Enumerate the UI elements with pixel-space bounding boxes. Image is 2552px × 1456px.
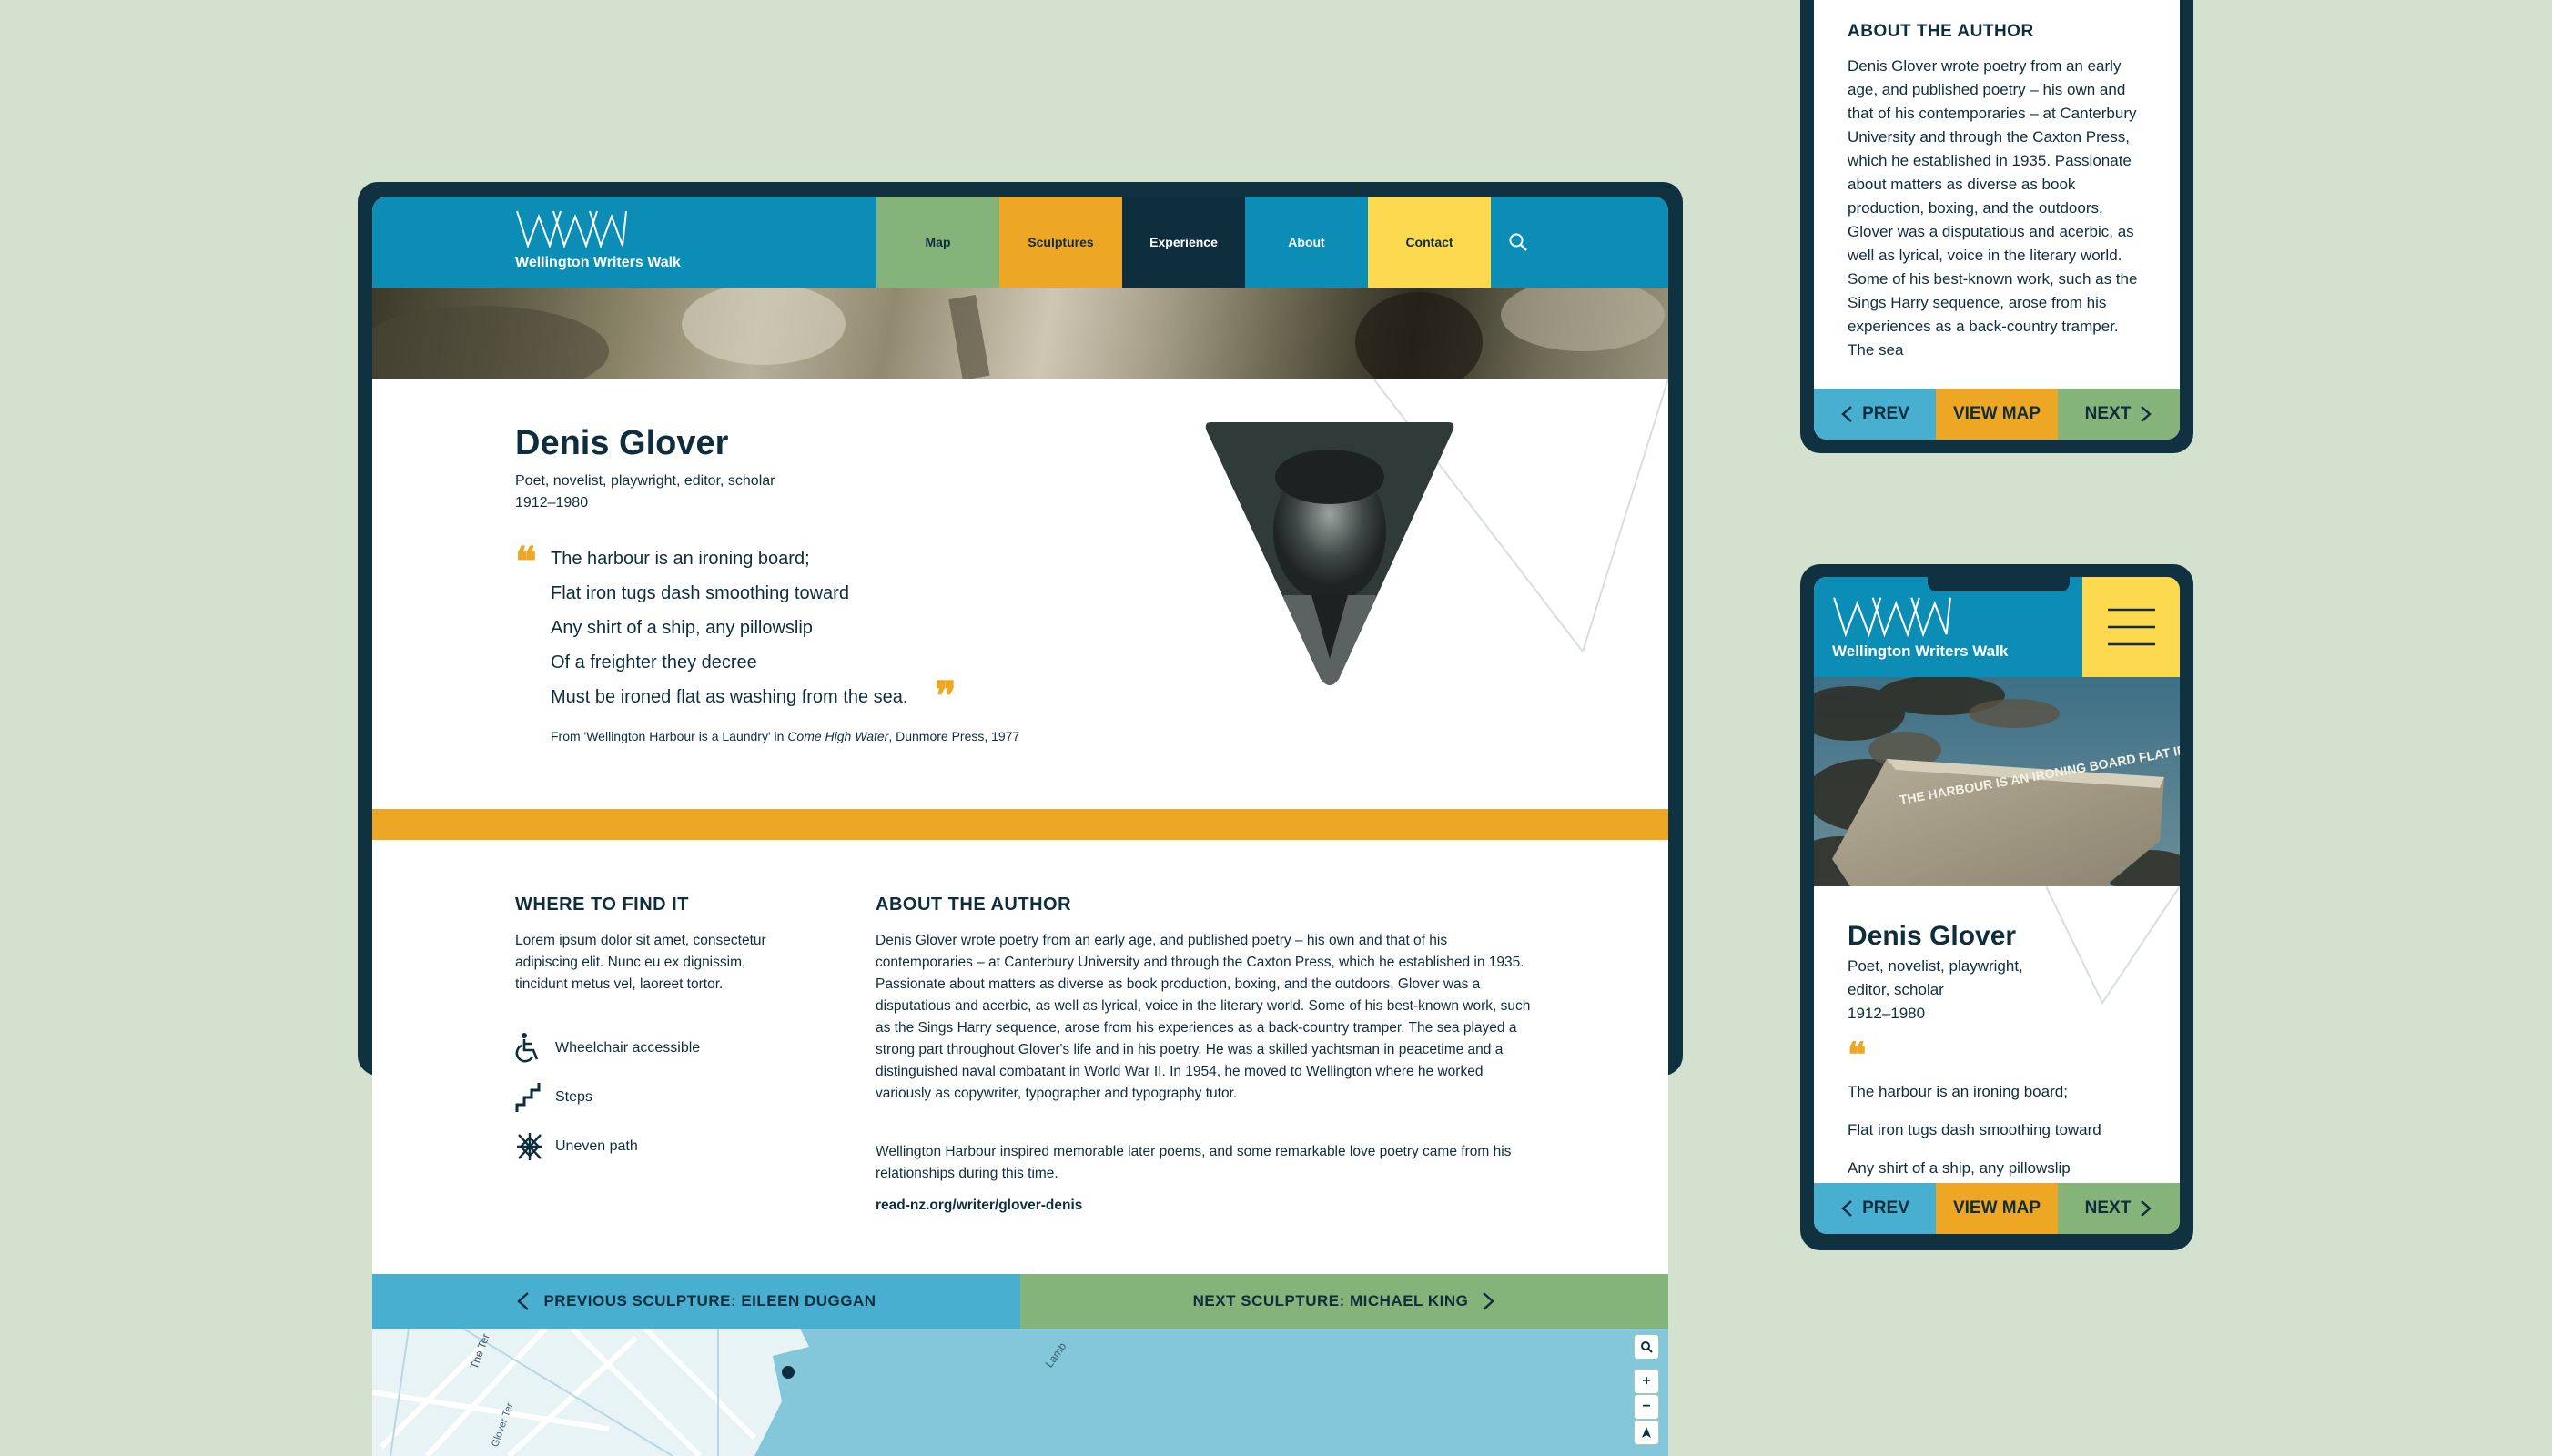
nav-contact-label: Contact [1405,235,1453,249]
citation-publisher: , Dunmore Press, 1977 [888,729,1020,743]
phone-prev-label: PREV [1862,404,1909,423]
zoom-in-button[interactable] [1634,1369,1659,1394]
nav-about[interactable] [1245,197,1368,288]
phone-poem-line: Flat iron tugs dash smoothing toward [1848,1121,2101,1138]
about-text: Denis Glover wrote poetry from an early age, and published poetry – his own and that of his contemporaries – at Canterbury University and through the Caxton Press, which he established in 1935. Passionate about matters as diverse as book production, boxing, and the outdoors, Glover was a disputatious and acerbic, as well as lyrical, voice in the literary world. Some of his best-known work, such as the Sings Harry sequence, arose from his experiences as a back-country tramper. The sea played a strong part throughout Glover's life and in his poetry. He was a skilled yachtsman in peacetime and a distinguished naval combatant in World War II. In 1954, he moved to Wellington where he worked variously as copywriter, typographer and typography tutor. [876,933,1531,1101]
feature-label: Steps [555,1089,592,1105]
poem-line: Flat iron tugs dash smoothing toward [551,583,849,603]
phone-author-years: 1912–1980 [1848,1005,1926,1022]
phone-next-label: NEXT [2084,404,2132,423]
phone-next-label: NEXT [2084,1198,2132,1218]
zoom-out-icon: − [1642,1399,1651,1414]
feature-label: Wheelchair accessible [555,1040,701,1056]
phone-home-screen [1814,577,2180,1234]
chevron-left-icon [1840,405,1853,423]
compass-button[interactable] [1634,1420,1659,1445]
poem-line: Of a freighter they decree [551,652,757,672]
feature-wheelchair [515,1032,700,1065]
next-sculpture-button[interactable] [1020,1274,1668,1329]
phone-prev-button[interactable] [1814,389,1936,440]
about-heading: ABOUT THE AUTHOR [876,895,1072,915]
nav-about-label: About [1288,235,1325,249]
site-header [372,197,1668,288]
nav-experience[interactable] [1122,197,1245,288]
decorative-outline [2046,886,2180,1005]
chevron-right-icon [1481,1291,1495,1311]
chevron-right-icon [2140,405,2152,423]
where-heading: WHERE TO FIND IT [515,895,689,915]
sculpture-photo [1814,677,2180,886]
wheelchair-icon [515,1032,544,1065]
map-land [372,1329,846,1456]
logo-icon[interactable] [515,209,628,249]
quote-open-icon: ❝ [515,539,537,585]
hero-image [372,288,1668,379]
phone-view-map-label: VIEW MAP [1952,1198,2041,1218]
poem-citation [551,729,1019,743]
menu-button[interactable] [2082,577,2180,677]
feature-steps [515,1081,592,1114]
phone-header [1814,577,2180,677]
quote-open-icon: ❝ [1848,1034,1867,1075]
section-divider-band [372,809,1668,840]
search-button[interactable] [1491,197,1545,288]
phone-author-roles: Poet, novelist, playwright, [1848,957,2023,975]
steps-icon [515,1081,544,1114]
previous-sculpture-button[interactable] [372,1274,1020,1329]
author-years: 1912–1980 [515,495,589,511]
phone-poem-line: The harbour is an ironing board; [1848,1083,2068,1100]
nav-map[interactable] [876,197,999,288]
phone-view-map-button[interactable] [1936,389,2058,440]
phone-about-text: Denis Glover wrote poetry from an early age, and published poetry – his own and that of his contemporaries – at Canterbury University and through the Caxton Press, which he established in 1935. Passionate about matters as diverse as book production, boxing, and the outdoors, Glover was a disputatious and acerbic, as well as lyrical, voice in the literary world. Some of his best-known work, such as the Sings Harry sequence, arose from his experiences as a back-country tramper. The sea [1848,57,2138,359]
author-link[interactable]: read-nz.org/writer/glover-denis [876,1198,1083,1213]
nav-map-label: Map [925,235,951,249]
phone-author-name: Denis Glover [1848,921,2017,951]
where-text: Lorem ipsum dolor sit amet, consectetur adipiscing elit. Nunc eu ex dignissim, tincidunt metus vel, laoreet tortor. [515,933,766,992]
map-street-label: The Ter [467,1331,492,1371]
phone-author-roles-2: editor, scholar [1848,981,1944,998]
map-street-label: Glover Ter [489,1401,516,1449]
phone-view-map-button[interactable] [1936,1183,2058,1234]
compass-icon [1641,1426,1652,1439]
phone-poem-line: Any shirt of a ship, any pillowslip [1848,1159,2071,1177]
poem-line: The harbour is an ironing board; [551,549,810,569]
next-sculpture-label: NEXT SCULPTURE: MICHAEL KING [1192,1292,1469,1309]
search-icon [1508,232,1528,252]
feature-uneven-path [515,1131,638,1162]
menu-icon [2106,604,2157,650]
citation-text: From 'Wellington Harbour is a Laundry' in [551,729,788,743]
phone-next-button[interactable] [2058,1183,2180,1234]
phone-prev-button[interactable] [1814,1183,1936,1234]
map-search-icon [1640,1340,1653,1353]
map-street-label: Lamb [1042,1340,1069,1370]
quote-close-icon: ❞ [935,673,957,720]
nav-sculptures-label: Sculptures [1028,235,1094,249]
map-search-button[interactable] [1634,1334,1659,1360]
phone-view-map-label: VIEW MAP [1952,404,2041,423]
phone-bottom-nav [1814,389,2180,440]
brand-name[interactable]: Wellington Writers Walk [515,255,681,270]
phone-bottom-nav [1814,1183,2180,1234]
author-roles: Poet, novelist, playwright, editor, scholar [515,473,775,489]
author-name: Denis Glover [515,424,729,462]
nav-sculptures[interactable] [999,197,1122,288]
author-portrait [1202,422,1457,688]
zoom-out-button[interactable] [1634,1394,1659,1420]
zoom-in-icon: + [1642,1373,1651,1389]
phone-next-button[interactable] [2058,389,2180,440]
poem-line: Any shirt of a ship, any pillowslip [551,618,813,638]
desktop-page [372,197,1668,1456]
logo-icon[interactable] [1832,595,1952,639]
feature-label: Uneven path [555,1138,638,1154]
phone-about-heading: ABOUT THE AUTHOR [1848,22,2034,41]
nav-contact[interactable] [1368,197,1491,288]
chevron-left-icon [1840,1199,1853,1218]
location-map[interactable] [372,1329,1668,1456]
phone-about-screen [1814,0,2180,440]
phone-notch [1928,577,2070,592]
citation-book-title: Come High Water [787,729,889,743]
nav-experience-label: Experience [1149,235,1218,249]
hero-rocks [372,288,1668,379]
uneven-path-icon [515,1131,544,1162]
previous-sculpture-label: PREVIOUS SCULPTURE: EILEEN DUGGAN [543,1292,876,1309]
about-text-2: Wellington Harbour inspired memorable later poems, and some remarkable love poetry came from his relationships during this time. [876,1144,1512,1181]
chevron-right-icon [2140,1199,2152,1218]
chevron-left-icon [516,1291,531,1311]
phone-brand-name[interactable]: Wellington Writers Walk [1832,642,2009,660]
phone-prev-label: PREV [1862,1198,1909,1218]
poem-line: Must be ironed flat as washing from the sea. [551,687,908,707]
